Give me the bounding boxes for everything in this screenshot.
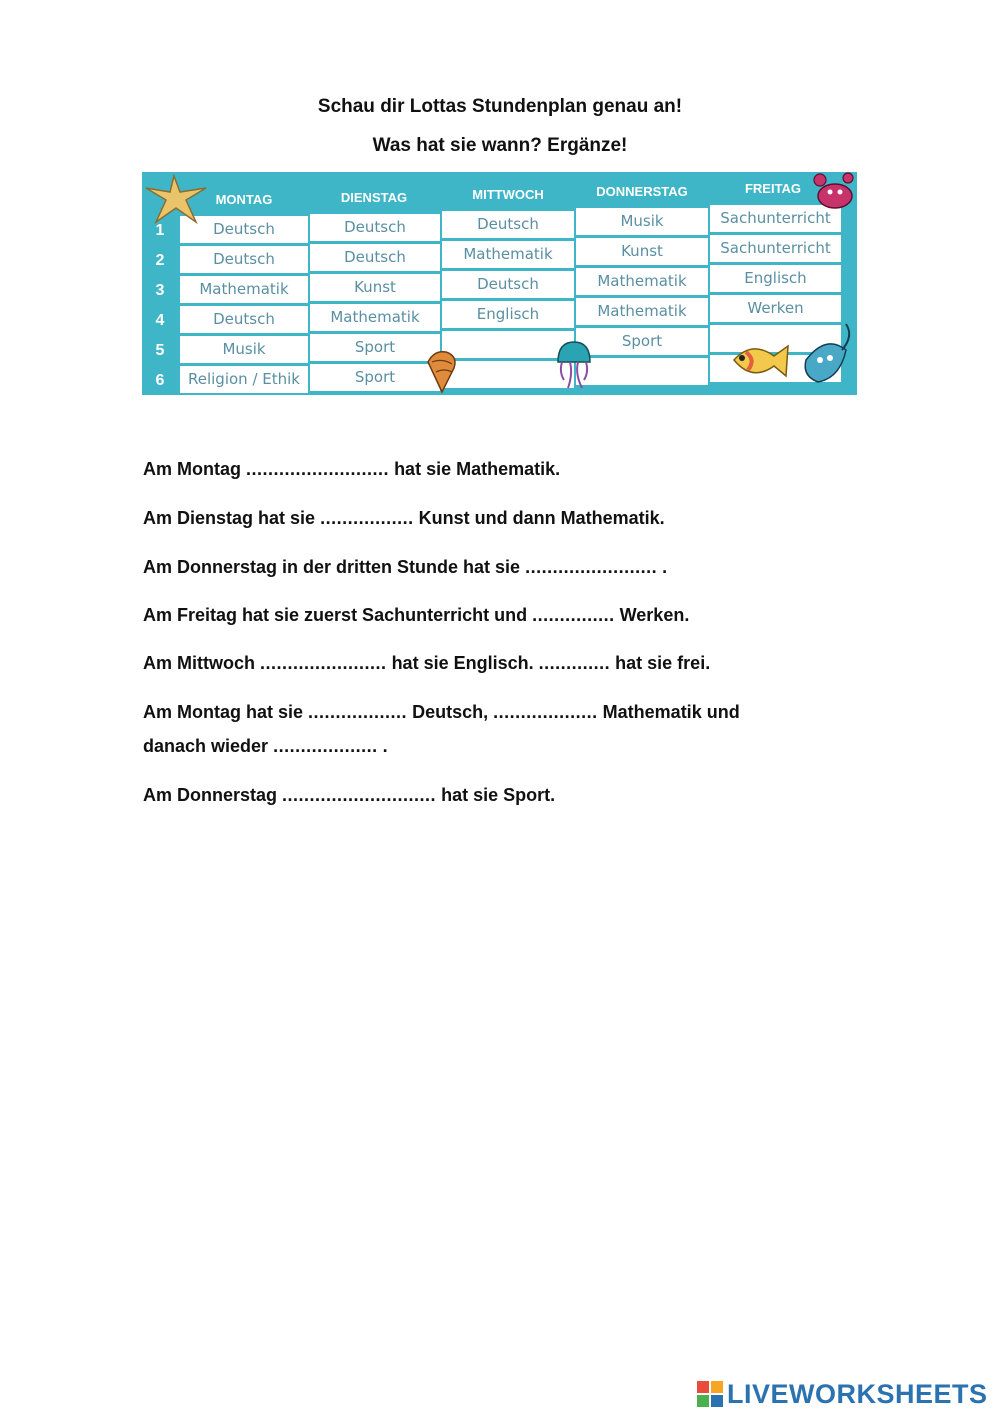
timetable-cell: Sachunterricht	[710, 235, 841, 262]
blank[interactable]: .................	[320, 508, 414, 528]
period-number: 4	[155, 312, 165, 329]
timetable-cell: Religion / Ethik	[180, 366, 308, 393]
exercise-sentence-4: Am Freitag hat sie zuerst Sachunterricht und ............... Werken.	[143, 605, 690, 625]
timetable-cell: Deutsch	[442, 211, 574, 238]
timetable	[142, 172, 857, 395]
day-header-freitag: FREITAG	[744, 181, 802, 196]
day-header-montag: MONTAG	[215, 192, 273, 207]
exercise-sentence-3: Am Donnerstag in der dritten Stunde hat sie ........................ .	[143, 557, 668, 577]
period-number: 6	[155, 372, 165, 389]
timetable-cell: Sport	[310, 334, 440, 361]
exercise-sentence-1: Am Montag .......................... hat sie Mathematik.	[143, 459, 561, 479]
timetable-cell: Deutsch	[180, 216, 308, 243]
timetable-cell: Kunst	[576, 238, 708, 265]
timetable-cell: Mathematik	[442, 241, 574, 268]
crab-icon	[810, 172, 857, 216]
timetable-cell: Englisch	[442, 301, 574, 328]
timetable-cell: Musik	[576, 208, 708, 235]
timetable-cell: Sachunterricht	[710, 205, 841, 232]
timetable-cell: Sport	[310, 364, 440, 391]
timetable-cell: Mathematik	[576, 268, 708, 295]
exercise-sentence-2: Am Dienstag hat sie ................. Kunst und dann Mathematik.	[143, 508, 665, 528]
day-header-mittwoch: MITTWOCH	[472, 187, 544, 202]
stingray-icon	[800, 320, 856, 390]
liveworksheets-brand	[697, 1377, 988, 1411]
blank[interactable]: ...................	[493, 702, 598, 722]
day-header-dienstag: DIENSTAG	[340, 190, 408, 205]
timetable-cell: Englisch	[710, 265, 841, 292]
blank[interactable]: ........................	[525, 557, 658, 577]
timetable-cell: Deutsch	[180, 306, 308, 333]
timetable-cell: Mathematik	[310, 304, 440, 331]
liveworksheets-logo-icon	[697, 1381, 723, 1407]
brand-name: LIVEWORKSHEETS	[727, 1378, 988, 1409]
blank[interactable]: ..........................	[246, 459, 390, 479]
instruction-line-2: Was hat sie wann? Ergänze!	[372, 135, 628, 156]
timetable-cell: Deutsch	[310, 244, 440, 271]
blank[interactable]: .............	[538, 653, 611, 673]
instruction-line-1: Schau dir Lottas Stundenplan genau an!	[317, 96, 683, 117]
timetable-cell: Deutsch	[310, 214, 440, 241]
timetable-cell: Mathematik	[576, 298, 708, 325]
timetable-cell: Sport	[576, 328, 708, 355]
exercise-sentence-6-continued: danach wieder ................... .	[143, 736, 388, 756]
blank[interactable]: ...................	[273, 736, 378, 756]
timetable-cell: Mathematik	[180, 276, 308, 303]
timetable-cell: Deutsch	[180, 246, 308, 273]
exercise-sentence-5: Am Mittwoch ....................... hat sie Englisch. ............. hat sie frei.	[143, 653, 711, 673]
blank[interactable]: .......................	[260, 653, 387, 673]
timetable-cell: Deutsch	[442, 271, 574, 298]
timetable-cell: Musik	[180, 336, 308, 363]
starfish-icon	[144, 174, 208, 226]
jellyfish-icon	[554, 340, 594, 394]
exercise-sentence-6: Am Montag hat sie .................. Deutsch, ................... Mathematik und	[143, 702, 740, 722]
blank[interactable]: ...............	[532, 605, 615, 625]
day-header-donnerstag: DONNERSTAG	[596, 184, 688, 199]
blank[interactable]: ............................	[282, 785, 437, 805]
fish-icon	[728, 338, 790, 384]
timetable-cell: Kunst	[310, 274, 440, 301]
period-number: 5	[155, 342, 165, 359]
period-number: 2	[155, 252, 165, 269]
period-number: 3	[155, 282, 165, 299]
shell-icon	[424, 348, 460, 394]
period-number: 1	[155, 222, 165, 239]
blank[interactable]: ..................	[308, 702, 408, 722]
timetable-cell	[576, 358, 708, 385]
timetable-cell: Werken	[710, 295, 841, 322]
exercise-sentence-7: Am Donnerstag ............................ hat sie Sport.	[143, 785, 556, 805]
